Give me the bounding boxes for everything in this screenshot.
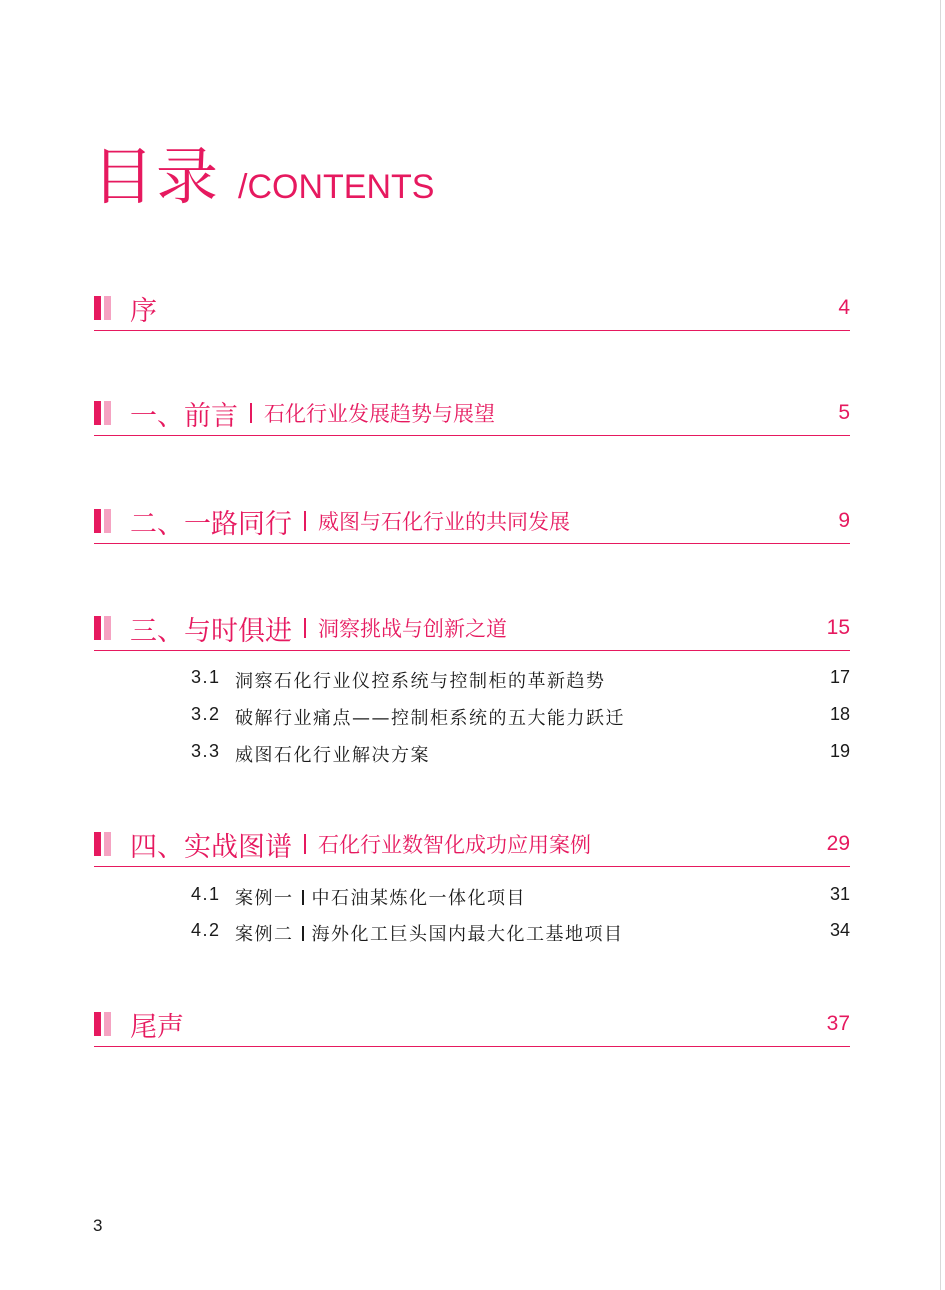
subsection-title: 威图石化行业解决方案	[235, 745, 430, 766]
page-number: 3	[93, 1216, 103, 1235]
toc-section-1[interactable]	[94, 395, 850, 436]
section-marker-icon	[94, 616, 114, 640]
section-marker-icon	[94, 296, 114, 320]
section-subtitle: 石化行业发展趋势与展望	[264, 402, 495, 426]
section-title: 二、一路同行	[130, 508, 292, 540]
toc-section-2[interactable]	[94, 503, 850, 544]
subsection-case-label: 案例二	[235, 924, 294, 945]
subsection-page: 34	[829, 920, 850, 940]
section-subtitle: 石化行业数智化成功应用案例	[318, 833, 591, 857]
section-separator	[304, 618, 306, 638]
section-marker-icon	[94, 401, 114, 425]
toc-subsection[interactable]	[191, 920, 850, 946]
subsection-number: 4.1	[191, 884, 221, 904]
subsection-page: 17	[829, 667, 850, 687]
section-title: 一、前言	[130, 400, 238, 432]
section-title: 三、与时俱进	[130, 615, 292, 647]
section-page: 4	[838, 296, 850, 319]
subsection-page: 31	[829, 884, 850, 904]
section-page: 9	[838, 509, 850, 532]
subsection-number: 3.3	[191, 741, 221, 761]
section-separator	[304, 511, 306, 531]
section-title: 尾声	[130, 1011, 184, 1043]
section-page: 15	[826, 616, 850, 639]
toc-subsection[interactable]	[191, 741, 850, 767]
section-marker-icon	[94, 1012, 114, 1036]
section-subtitle: 威图与石化行业的共同发展	[318, 510, 570, 534]
section-marker-icon	[94, 509, 114, 533]
title-english: /CONTENTS	[238, 168, 435, 206]
section-marker-icon	[94, 832, 114, 856]
toc-section-3[interactable]	[94, 610, 850, 651]
subsection-case-label: 案例一	[235, 888, 294, 909]
toc-section-epilogue[interactable]	[94, 1006, 850, 1047]
toc-section-preface[interactable]	[94, 290, 850, 331]
section-page: 5	[838, 401, 850, 424]
subsection-title: 洞察石化行业仪控系统与控制柜的革新趋势	[235, 671, 606, 692]
toc-section-4[interactable]	[94, 826, 850, 867]
subsection-title: 中石油某炼化一体化项目	[311, 888, 526, 909]
section-page: 37	[826, 1012, 850, 1035]
subsection-separator	[302, 890, 304, 905]
section-subtitle: 洞察挑战与创新之道	[318, 617, 507, 641]
section-separator	[250, 403, 252, 423]
subsection-title: 破解行业痛点——控制柜系统的五大能力跃迁	[235, 708, 625, 729]
subsection-title: 海外化工巨头国内最大化工基地项目	[311, 924, 624, 945]
section-title: 四、实战图谱	[130, 831, 292, 863]
subsection-number: 3.2	[191, 704, 221, 724]
subsection-number: 4.2	[191, 920, 221, 940]
page-edge-line	[940, 0, 941, 1290]
subsection-page: 19	[829, 741, 850, 761]
page-title	[92, 138, 435, 213]
subsection-page: 18	[829, 704, 850, 724]
toc-subsection[interactable]	[191, 667, 850, 693]
subsection-separator	[302, 926, 304, 941]
subsection-number: 3.1	[191, 667, 221, 687]
section-page: 29	[826, 832, 850, 855]
section-separator	[304, 834, 306, 854]
toc-subsection[interactable]	[191, 884, 850, 910]
toc-subsection[interactable]	[191, 704, 850, 730]
section-title: 序	[130, 295, 157, 327]
title-chinese: 目录	[92, 140, 221, 213]
